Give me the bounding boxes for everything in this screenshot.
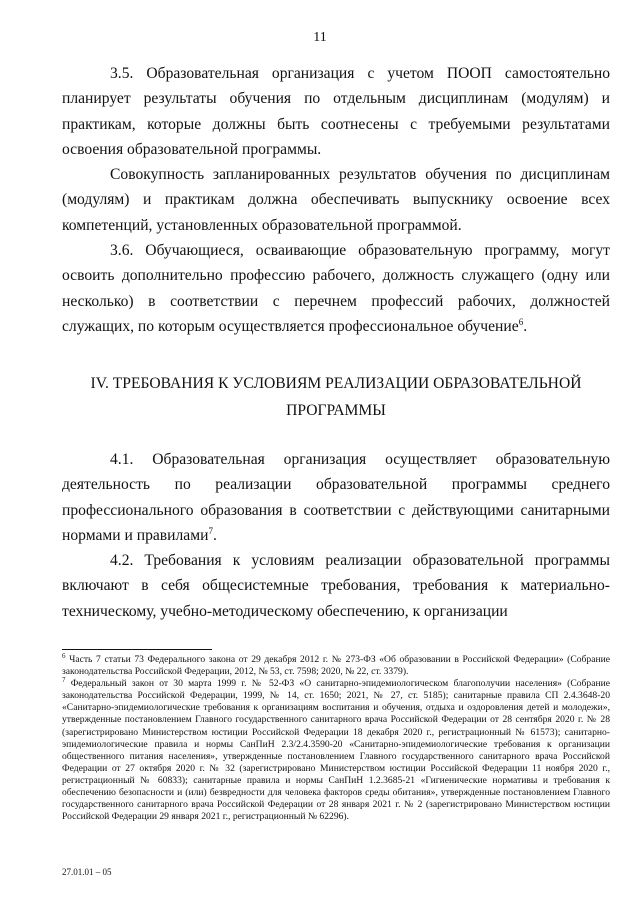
- footnotes: [62, 654, 610, 823]
- paragraph-4-1-text: 4.1. Образовательная организация осуществляет образовательную деятельность по реализации образовательной программы среднего профессионального образования в соответствии с действующими санитарными нормами и правилами: [62, 451, 610, 544]
- heading-line-2: ПРОГРАММЫ: [286, 402, 386, 419]
- page-number: 11: [313, 30, 327, 45]
- footnote-mark-7: 7: [62, 676, 66, 685]
- footnote-7: [62, 678, 610, 823]
- section-3-text: [62, 61, 610, 339]
- heading-line-1: IV. ТРЕБОВАНИЯ К УСЛОВИЯМ РЕАЛИЗАЦИИ ОБРАЗОВАТЕЛЬНОЙ: [90, 375, 582, 392]
- document-code: 27.01.01 – 05: [62, 867, 112, 877]
- footnote-divider: [62, 649, 212, 650]
- footnote-ref-6: 6: [518, 316, 524, 327]
- paragraph-3-6-text: 3.6. Обучающиеся, осваивающие образовательную программу, могут освоить дополнительно профессию рабочего, должность служащего (одну или несколько) в соответствии с перечнем профессий рабочих, должностей служащих, по которым осуществляется профессиональное обучение: [62, 242, 610, 335]
- footnote-6: [62, 654, 610, 678]
- paragraph-3-6: 3.6. Обучающиеся, осваивающие образовательную программу, могут освоить дополнительно профессию рабочего, должность служащего (одну или несколько) в соответствии с перечнем профессий рабочих, должностей служащих, по которым осуществляется профессиональное обучение$^6$.: [62, 242, 610, 335]
- section-heading: [62, 370, 610, 424]
- footnote-6-text: Часть 7 статьи 73 Федерального закона от 29 декабря 2012 г. № 273-ФЗ «Об образовании в Российской Федерации» (Собрание законодательства Российской Федерации, 2012, № 53, ст. 7598; 2020, № 22, ст. 3379).: [62, 654, 610, 678]
- paragraph-4-1: 4.1. Образовательная организация осуществляет образовательную деятельность по реализации образовательной программы среднего профессионального образования в соответствии с действующими санитарными нормами и правилами$^7$.: [62, 451, 610, 544]
- footnote-mark-6: 6: [62, 652, 66, 660]
- paragraph-3-5-cont: Совокупность запланированных результатов обучения по дисциплинам (модулям) и практикам должна обеспечивать выпускнику освоение всех компетенций, установленных образовательной программой.: [62, 166, 610, 234]
- paragraph-4-2: 4.2. Требования к условиям реализации образовательной программы включают в себя общесистемные требования, требования к материально-техническому, учебно-методическому обеспечению, к организации: [62, 552, 610, 620]
- section-4-text: [62, 447, 610, 624]
- footnote-7-text: Федеральный закон от 30 марта 1999 г. № 52-ФЗ «О санитарно-эпидемиологическом благополучии населения» (Собрание законодательства Российской Федерации, 1999, № 14, ст. 1650; 2021, № 27, ст. 5185); санитарные правила СП 2.4.3648-20 «Санитарно-эпидемиологические требования к организациям воспитания и обучения, отдыха и оздоровления детей и молодежи», утвержденные постановлением Главного государственного санитарного врача Российской Федерации от 28 сентября 2020 г. № 28 (зарегистрировано Министерством юстиции Российской Федерации 18 декабря 2020 г., регистрационный № 61573); санитарно-эпидемиологические правила и нормы СанПиН 2.3/2.4.3590-20 «Санитарно-эпидемиологические требования к организации общественного питания населения», утвержденные постановлением Главного государственного санитарного врача Российской Федерации от 27 октября 2020 г. № 32 (зарегистрировано Министерством юстиции Российской Федерации 11 ноября 2020 г., регистрационный № 60833); санитарные правила и нормы СанПиН 1.2.3685-21 «Гигиенические нормативы и требования к обеспечению безопасности и (или) безвредности для человека факторов среды обитания», утвержденные постановлением Главного государственного санитарного врача Российской Федерации от 28 января 2021 г. № 2 (зарегистрировано Министерством юстиции Российской Федерации 29 января 2021 г., регистрационный № 62296).: [62, 678, 610, 823]
- footnote-ref-7: 7: [208, 525, 213, 536]
- paragraph-3-5: 3.5. Образовательная организация с учетом ПООП самостоятельно планирует результаты обучения по отдельным дисциплинам (модулям) и практикам, которые должны быть соотнесены с требуемыми результатами освоения образовательной программы.: [62, 65, 610, 158]
